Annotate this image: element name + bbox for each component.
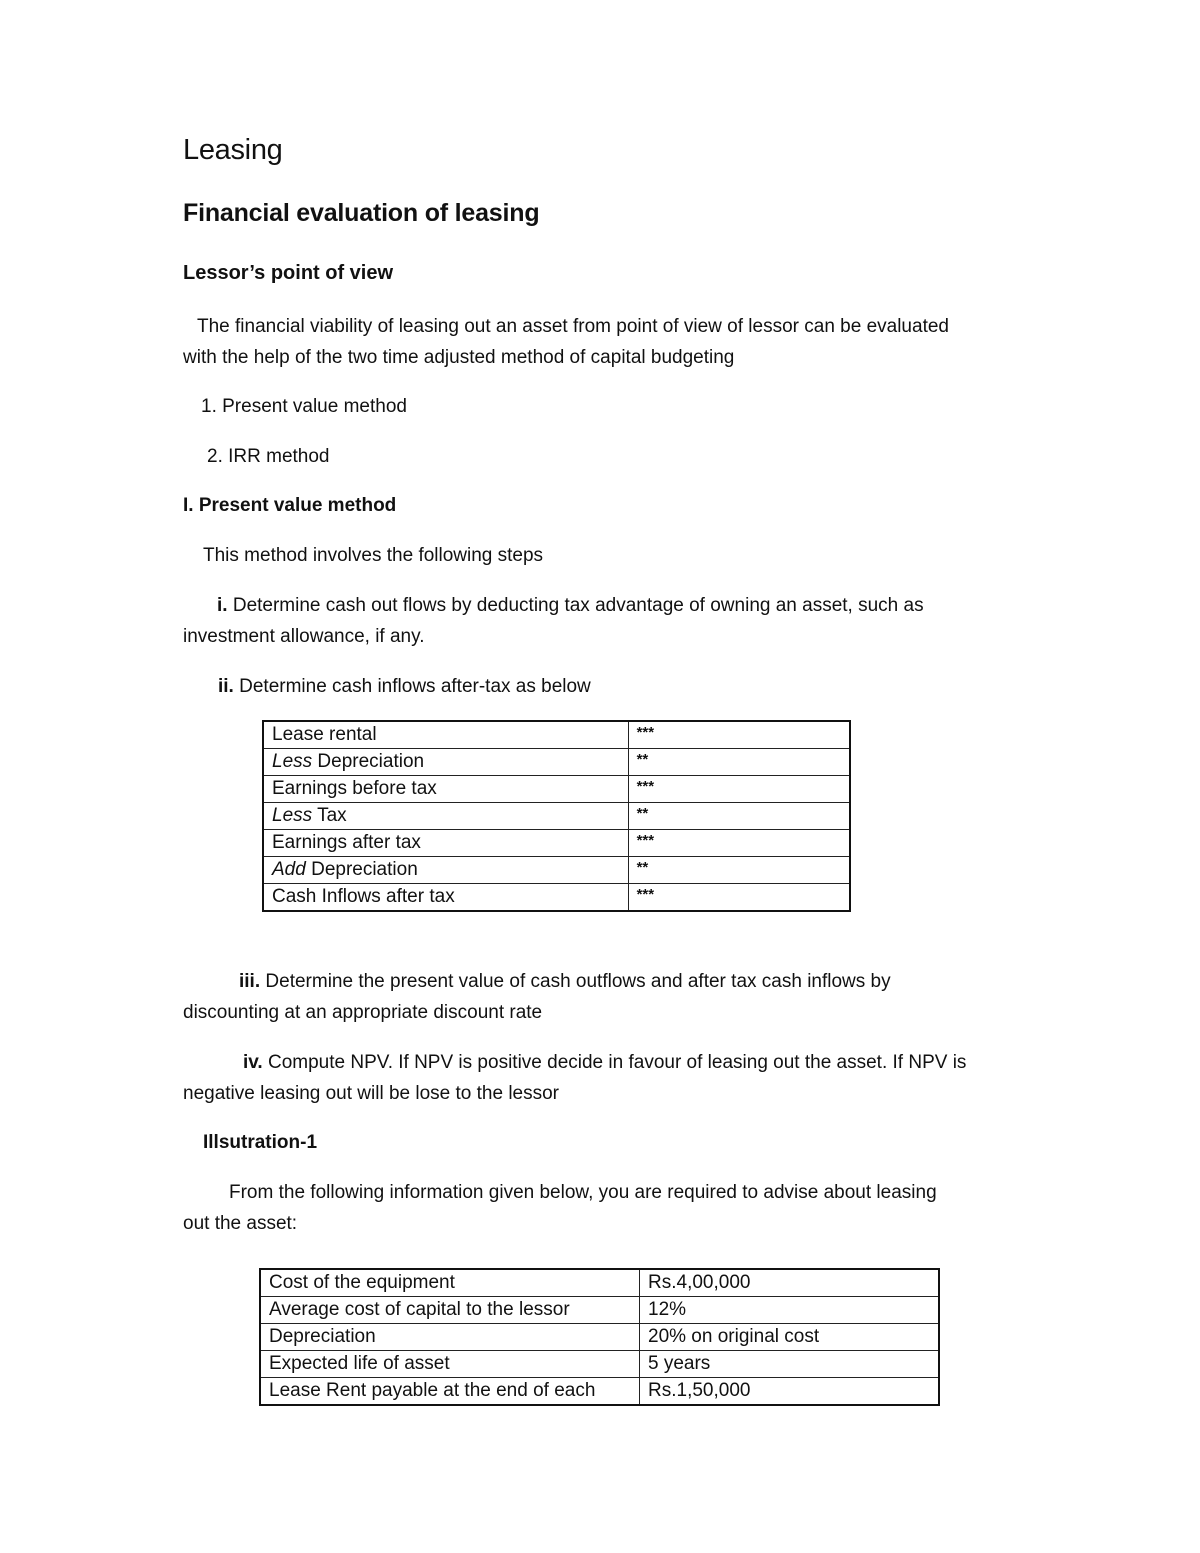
step-ii-text: Determine cash inflows after-tax as below	[239, 676, 591, 697]
info-table-label: Expected life of asset	[260, 1351, 640, 1378]
cash-table-label	[263, 857, 628, 884]
step-iii-text: Determine the present value of cash outflows and after tax cash inflows by	[265, 971, 891, 992]
cash-table-value: **	[628, 857, 850, 884]
step-iii-line-1	[239, 966, 891, 997]
cash-table-value: ***	[628, 884, 850, 912]
step-i-line-1	[217, 590, 924, 621]
info-table-row	[260, 1269, 939, 1297]
info-table-row	[260, 1324, 939, 1351]
info-table-value: 5 years	[640, 1351, 940, 1378]
illustration-heading: Illsutration-1	[203, 1132, 318, 1153]
step-iv-text: Compute NPV. If NPV is positive decide in favour of leasing out the asset. If NPV is	[268, 1052, 967, 1073]
info-table-label: Average cost of capital to the lessor	[260, 1297, 640, 1324]
info-table-label: Depreciation	[260, 1324, 640, 1351]
step-ii-line	[218, 671, 591, 702]
step-ii-number: ii.	[218, 676, 234, 697]
cash-table-row	[263, 776, 850, 803]
cash-table-value: **	[628, 749, 850, 776]
illustration-text-2: out the asset:	[183, 1213, 298, 1234]
step-i-text: Determine cash out flows by deducting tax advantage of owning an asset, such as	[232, 595, 924, 616]
method-item-2: 2. IRR method	[207, 446, 330, 467]
info-table-row	[260, 1351, 939, 1378]
step-iv-line-1	[243, 1047, 966, 1078]
step-iv-number: iv.	[243, 1052, 263, 1073]
step-i-line-2: investment allowance, if any.	[183, 626, 425, 647]
step-iv-line-2: negative leasing out will be lose to the lessor	[183, 1083, 560, 1104]
cash-table-row	[263, 884, 850, 912]
cash-table-label-text: Depreciation	[305, 859, 418, 880]
cash-table-label-text: Lease rental	[272, 724, 377, 745]
step-iii-number: iii.	[239, 971, 261, 992]
step-iii-line-2: discounting at an appropriate discount rate	[183, 1002, 543, 1023]
cash-table-label-text: Depreciation	[312, 751, 425, 772]
cash-table-label	[263, 776, 628, 803]
cash-table-prefix: Less	[272, 751, 313, 772]
intro-line-1: The financial viability of leasing out an asset from point of view of lessor can be evaluated	[197, 316, 949, 337]
subtitle: Financial evaluation of leasing	[183, 199, 540, 227]
step-i-number: i.	[217, 595, 228, 616]
cash-table-value: ***	[628, 830, 850, 857]
info-table-value: Rs.1,50,000	[640, 1378, 940, 1406]
cash-table-row	[263, 830, 850, 857]
cash-table-row	[263, 749, 850, 776]
cash-table-label	[263, 803, 628, 830]
illustration-info-table	[259, 1268, 940, 1406]
section-heading: Lessor’s point of view	[183, 262, 394, 284]
pv-intro: This method involves the following steps	[203, 545, 544, 566]
info-table-label: Lease Rent payable at the end of each	[260, 1378, 640, 1406]
info-table-value: 20% on original cost	[640, 1324, 940, 1351]
cash-table-label	[263, 749, 628, 776]
info-table-row	[260, 1378, 939, 1406]
cash-table-label-text: Cash Inflows after tax	[272, 886, 455, 907]
cash-table-value: ***	[628, 776, 850, 803]
cash-table-label	[263, 884, 628, 912]
page-title: Leasing	[183, 134, 283, 166]
cash-table-label-text: Tax	[312, 805, 347, 826]
pv-heading: I. Present value method	[183, 495, 397, 516]
cash-table-row	[263, 803, 850, 830]
info-table-value: 12%	[640, 1297, 940, 1324]
method-item-1: 1. Present value method	[201, 396, 407, 417]
cash-inflow-table	[262, 720, 851, 912]
illustration-text-1: From the following information given below, you are required to advise about leasing	[229, 1182, 937, 1203]
cash-table-row	[263, 857, 850, 884]
intro-line-2: with the help of the two time adjusted method of capital budgeting	[183, 347, 735, 368]
info-table-label: Cost of the equipment	[260, 1269, 640, 1297]
cash-table-row	[263, 721, 850, 749]
info-table-value: Rs.4,00,000	[640, 1269, 940, 1297]
cash-table-value: ***	[628, 721, 850, 749]
cash-table-label	[263, 721, 628, 749]
cash-table-label	[263, 830, 628, 857]
cash-table-prefix: Add	[272, 859, 306, 880]
cash-table-value: **	[628, 803, 850, 830]
cash-table-label-text: Earnings after tax	[272, 832, 421, 853]
info-table-row	[260, 1297, 939, 1324]
cash-table-prefix: Less	[272, 805, 313, 826]
cash-table-label-text: Earnings before tax	[272, 778, 437, 799]
